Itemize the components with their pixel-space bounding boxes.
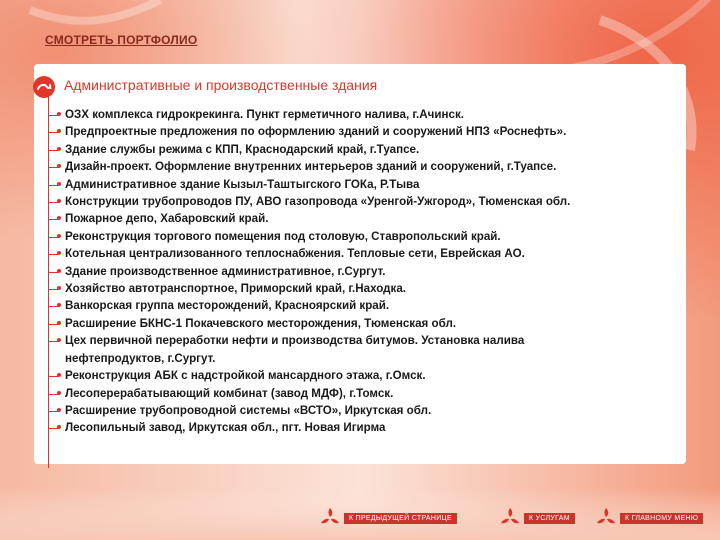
bullet-dot-icon	[57, 129, 61, 133]
bullet-dot-icon	[57, 199, 61, 203]
tick-mark	[48, 167, 58, 168]
list-item-text: Предпроектные предложения по оформлению зданий и сооружений НПЗ «Роснефть».	[65, 125, 567, 139]
list-item	[48, 210, 688, 227]
bullet-dot-icon	[57, 269, 61, 273]
section-title: Административные и производственные здания	[64, 77, 378, 93]
list-item	[48, 228, 688, 245]
tick-mark	[48, 254, 58, 255]
list-item	[48, 280, 688, 297]
list-item	[48, 419, 688, 436]
bullet-dot-icon	[57, 216, 61, 220]
bullet-dot-icon	[57, 234, 61, 238]
list-item-text: Здание службы режима с КПП, Краснодарский край, г.Туапсе.	[65, 142, 420, 156]
tick-mark	[48, 428, 58, 429]
list-item-text: Административное здание Кызыл-Таштыгского ГОКа, Р.Тыва	[65, 177, 420, 191]
list-item-text: Ванкорская группа месторождений, Красноярский край.	[65, 299, 390, 313]
list-item	[48, 141, 688, 158]
tick-mark	[48, 341, 58, 342]
list-item-text: Котельная централизованного теплоснабжения. Тепловые сети, Еврейская АО.	[65, 247, 525, 261]
list-item-text: Конструкции трубопроводов ПУ, АВО газопровода «Уренгой-Ужгород», Тюменская обл.	[65, 195, 571, 209]
list-item-text: Лесопильный завод, Иркутская обл., пгт. Новая Игирма	[65, 421, 386, 435]
list-item	[48, 176, 688, 193]
list-item	[48, 402, 688, 419]
triskelion-logo-icon	[498, 506, 522, 530]
list-item-text: Расширение БКНС-1 Покачевского месторождения, Тюменская обл.	[65, 316, 457, 330]
project-list	[48, 106, 688, 437]
list-item	[48, 297, 688, 314]
list-item	[48, 193, 688, 210]
list-item	[48, 263, 688, 280]
main-menu-label: К ГЛАВНОМУ МЕНЮ	[620, 513, 703, 524]
bullet-dot-icon	[57, 321, 61, 325]
view-portfolio-link[interactable]: СМОТРЕТЬ ПОРТФОЛИО	[45, 33, 198, 47]
services-label: К УСЛУГАМ	[524, 513, 575, 524]
tick-mark	[48, 219, 58, 220]
list-item	[48, 106, 688, 123]
tick-mark	[48, 306, 58, 307]
list-item	[48, 367, 688, 384]
list-item-text: ОЗХ комплекса гидрокрекинга. Пункт герметичного налива, г.Ачинск.	[65, 108, 464, 121]
bullet-dot-icon	[57, 338, 61, 342]
services-button[interactable]	[498, 510, 575, 526]
bullet-dot-icon	[57, 251, 61, 255]
list-item-text: Хозяйство автотранспортное, Приморский край, г.Находка.	[65, 282, 407, 296]
prev-page-button[interactable]	[318, 510, 457, 526]
list-item-text: Реконструкция торгового помещения под столовую, Ставропольский край.	[65, 229, 501, 243]
triskelion-logo-icon	[594, 506, 618, 530]
bullet-dot-icon	[57, 182, 61, 186]
list-item-text: Пожарное депо, Хабаровский край.	[65, 212, 269, 226]
prev-page-label: К ПРЕДЫДУЩЕЙ СТРАНИЦЕ	[344, 513, 457, 524]
list-item	[48, 245, 688, 262]
bullet-dot-icon	[57, 112, 61, 116]
main-menu-button[interactable]	[594, 510, 703, 526]
list-item	[48, 123, 688, 140]
bullet-dot-icon	[57, 164, 61, 168]
list-item-text: Реконструкция АБК с надстройкой мансардного этажа, г.Омск.	[65, 369, 426, 383]
list-item	[48, 332, 688, 349]
list-item	[48, 315, 688, 332]
bullet-dot-icon	[57, 303, 61, 307]
bullet-dot-icon	[57, 425, 61, 429]
list-item	[48, 158, 688, 175]
tick-mark	[48, 132, 58, 133]
list-item-continuation	[48, 350, 688, 367]
triskelion-logo-icon	[318, 506, 342, 530]
list-item-text: Здание производственное административное, г.Сургут.	[65, 264, 386, 278]
list-item-text: Расширение трубопроводной системы «ВСТО», Иркутская обл.	[65, 403, 432, 417]
bullet-dot-icon	[57, 286, 61, 290]
list-item-text: Цех первичной переработки нефти и производства битумов. Установка налива	[65, 334, 525, 348]
bullet-dot-icon	[57, 408, 61, 412]
swirl-logo-icon	[33, 76, 55, 98]
bullet-dot-icon	[57, 373, 61, 377]
list-item-text: Дизайн-проект. Оформление внутренних интерьеров зданий и сооружений, г.Туапсе.	[65, 160, 557, 174]
bullet-dot-icon	[57, 391, 61, 395]
list-item	[48, 385, 688, 402]
list-item-text: нефтепродуктов, г.Сургут.	[65, 351, 216, 365]
list-item-text: Лесоперерабатывающий комбинат (завод МДФ), г.Томск.	[65, 386, 394, 400]
bullet-dot-icon	[57, 147, 61, 151]
